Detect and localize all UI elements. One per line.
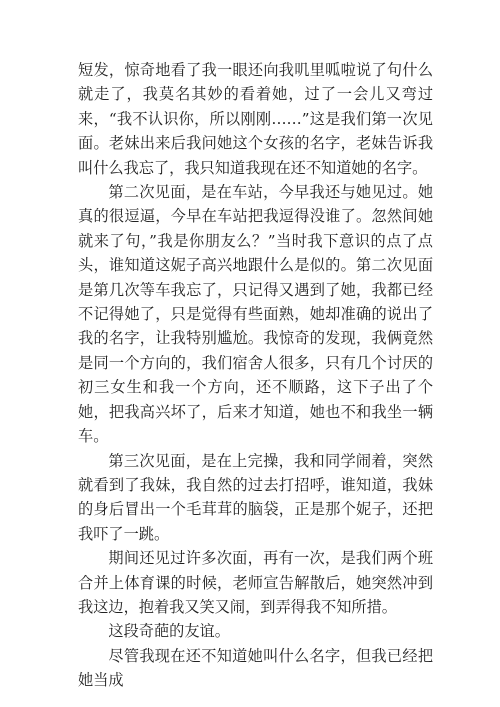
paragraph-6: 尽管我现在还不知道她叫什么名字，但我已经把她当成: [78, 646, 433, 690]
paragraph-2: 第二次见面，是在车站，今早我还与她见过。她真的很逗逼，今早在车站把我逗得没谁了。忽然间她就来了句，”我是你朋友么？”当时我下意识的点了点头，谁知道这妮子高兴地跟什么是似的。第二次见面是第几次等车我忘了，只记得又遇到了她，我都已经不记得她了，只是觉得有些面熟，她却准确的说出了我的名字，让我特别尴尬。我惊奇的发现，我俩竟然是同一个方向的，我们宿舍人很多，只有几个讨厌的初三女生和我一个方向，还不顺路，这下子出了个她，把我高兴坏了，后来才知道，她也不和我坐一辆车。: [78, 183, 433, 446]
paragraph-3: 第三次见面，是在上完操，我和同学闹着，突然就看到了我妹，我自然的过去打招呼，谁知道，我妹的身后冒出一个毛茸茸的脑袋，正是那个妮子，还把我吓了一跳。: [78, 451, 433, 543]
paragraph-4: 期间还见过许多次面，再有一次，是我们两个班合并上体育课的时候，老师宣告解散后，她突然冲到我这边，抱着我又笑又闹，到弄得我不知所措。: [78, 549, 433, 616]
paragraph-5: 这段奇葩的友谊。: [108, 622, 230, 641]
document-body: [78, 58, 433, 693]
paragraph-1: 短发，惊奇地看了我一眼还向我叽里呱啦说了句什么就走了，我莫名其妙的看着她，过了一会儿又弯过来，“我不认识你，所以刚刚……”这是我们第一次见面。老妹出来后我问她这个女孩的名字，老妹告诉我叫什么我忘了，我只知道我现在还不知道她的名字。: [78, 61, 433, 177]
